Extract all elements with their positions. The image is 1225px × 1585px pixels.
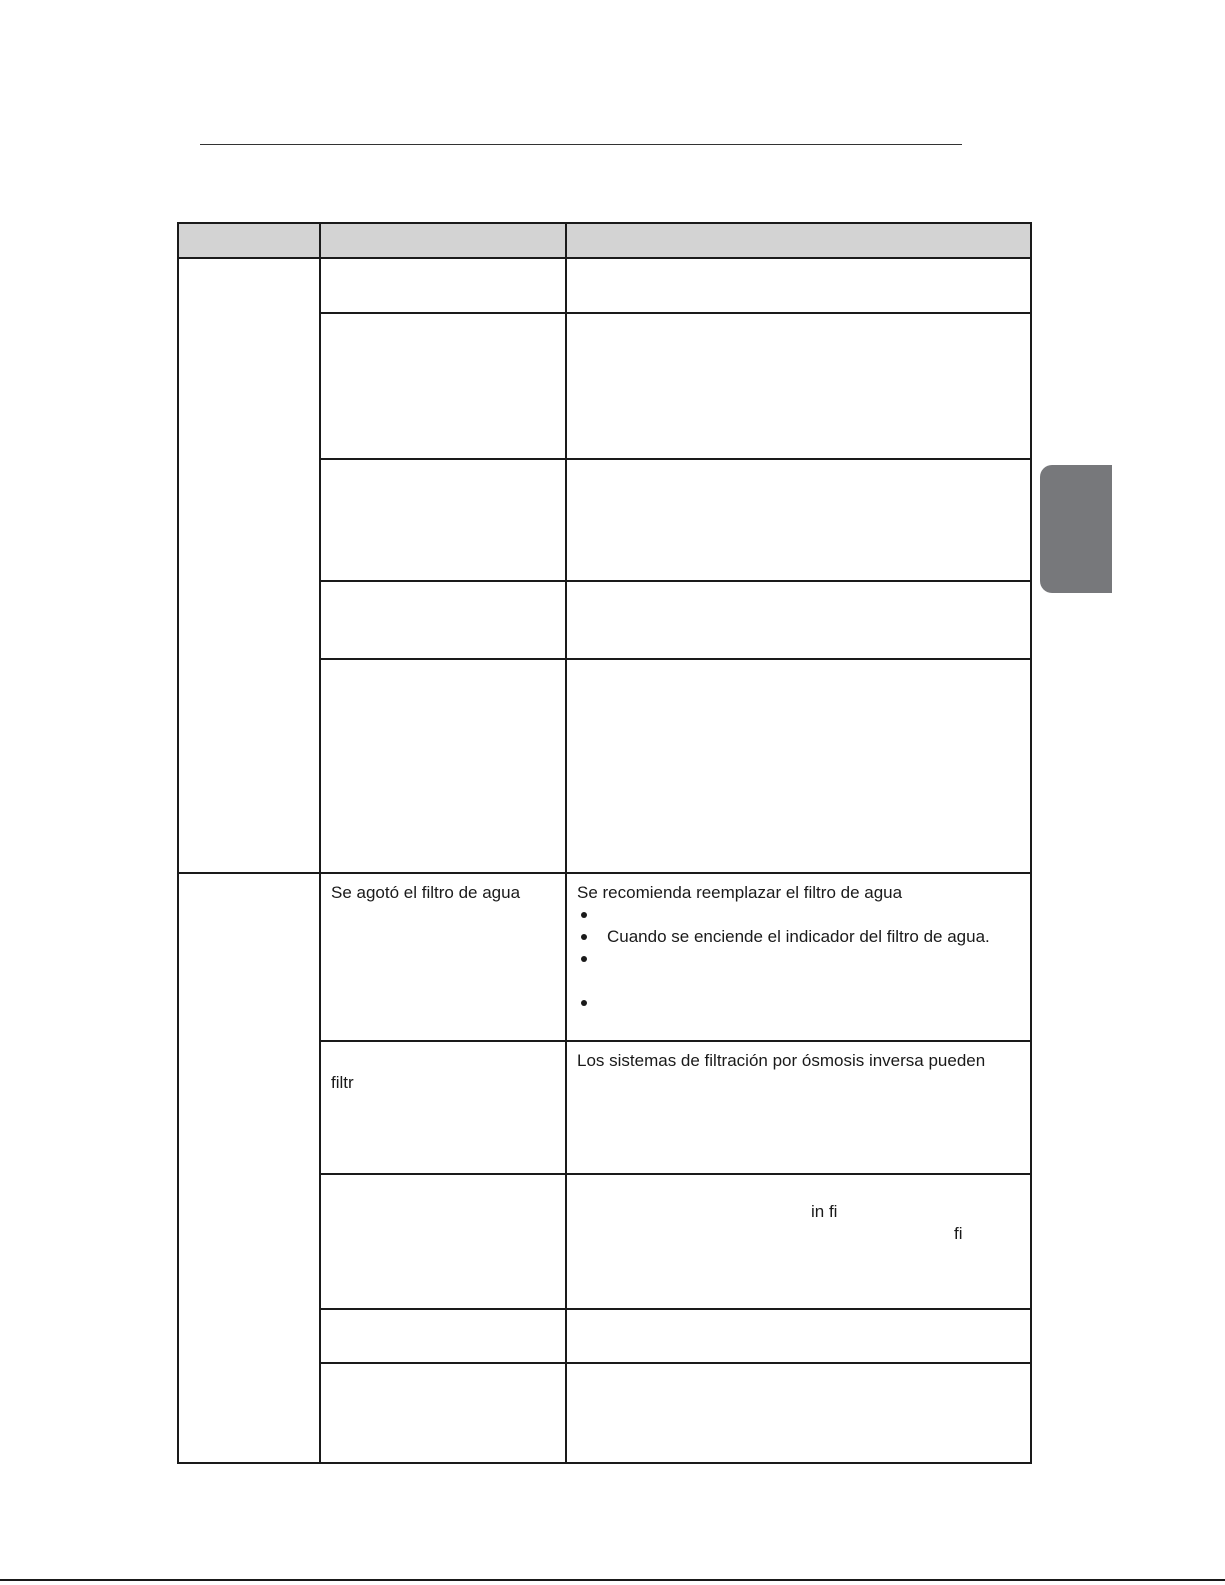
cause-cell <box>320 659 566 873</box>
problem-cell-2 <box>178 873 320 1463</box>
solution-cell <box>566 581 1031 659</box>
bullet-list <box>577 904 1020 1014</box>
solution-cell <box>566 313 1031 459</box>
solution-cell <box>566 1309 1031 1363</box>
cause-cell <box>320 581 566 659</box>
cause-cell <box>320 1309 566 1363</box>
cause-cell <box>320 459 566 581</box>
header-problem <box>178 223 320 258</box>
solution-cell <box>566 258 1031 313</box>
list-item <box>577 992 1020 1014</box>
table-row <box>178 258 1031 313</box>
header-cause <box>320 223 566 258</box>
cause-cell <box>320 873 566 1041</box>
solution-cell <box>566 459 1031 581</box>
top-rule <box>200 144 962 145</box>
bottom-rule <box>0 1579 1225 1581</box>
text-fragment: fi <box>954 1224 963 1243</box>
solution-cell <box>566 1363 1031 1463</box>
solution-cell <box>566 1174 1031 1309</box>
cause-cell <box>320 1041 566 1174</box>
cause-text: Se agotó el filtro de agua <box>331 883 521 902</box>
list-item: Cuando se enciende el indicador del filtro de agua. <box>577 926 1020 948</box>
troubleshooting-table <box>177 222 1032 1464</box>
list-item <box>577 904 1020 926</box>
solution-cell <box>566 1041 1031 1174</box>
table-row <box>178 873 1031 1041</box>
solution-intro: Se recomienda reemplazar el filtro de agua <box>577 883 903 902</box>
cause-cell <box>320 258 566 313</box>
header-solution <box>566 223 1031 258</box>
text-fragment: in fi <box>811 1202 838 1221</box>
cause-cell <box>320 1174 566 1309</box>
list-item <box>577 948 1020 992</box>
solution-cell <box>566 873 1031 1041</box>
solution-text: Los sistemas de filtración por ósmosis inversa pueden <box>577 1051 986 1070</box>
table-header-row <box>178 223 1031 258</box>
problem-cell-1 <box>178 258 320 873</box>
cause-text: filtr <box>331 1073 354 1092</box>
cause-cell <box>320 313 566 459</box>
cause-cell <box>320 1363 566 1463</box>
section-tab <box>1040 465 1112 593</box>
solution-cell <box>566 659 1031 873</box>
